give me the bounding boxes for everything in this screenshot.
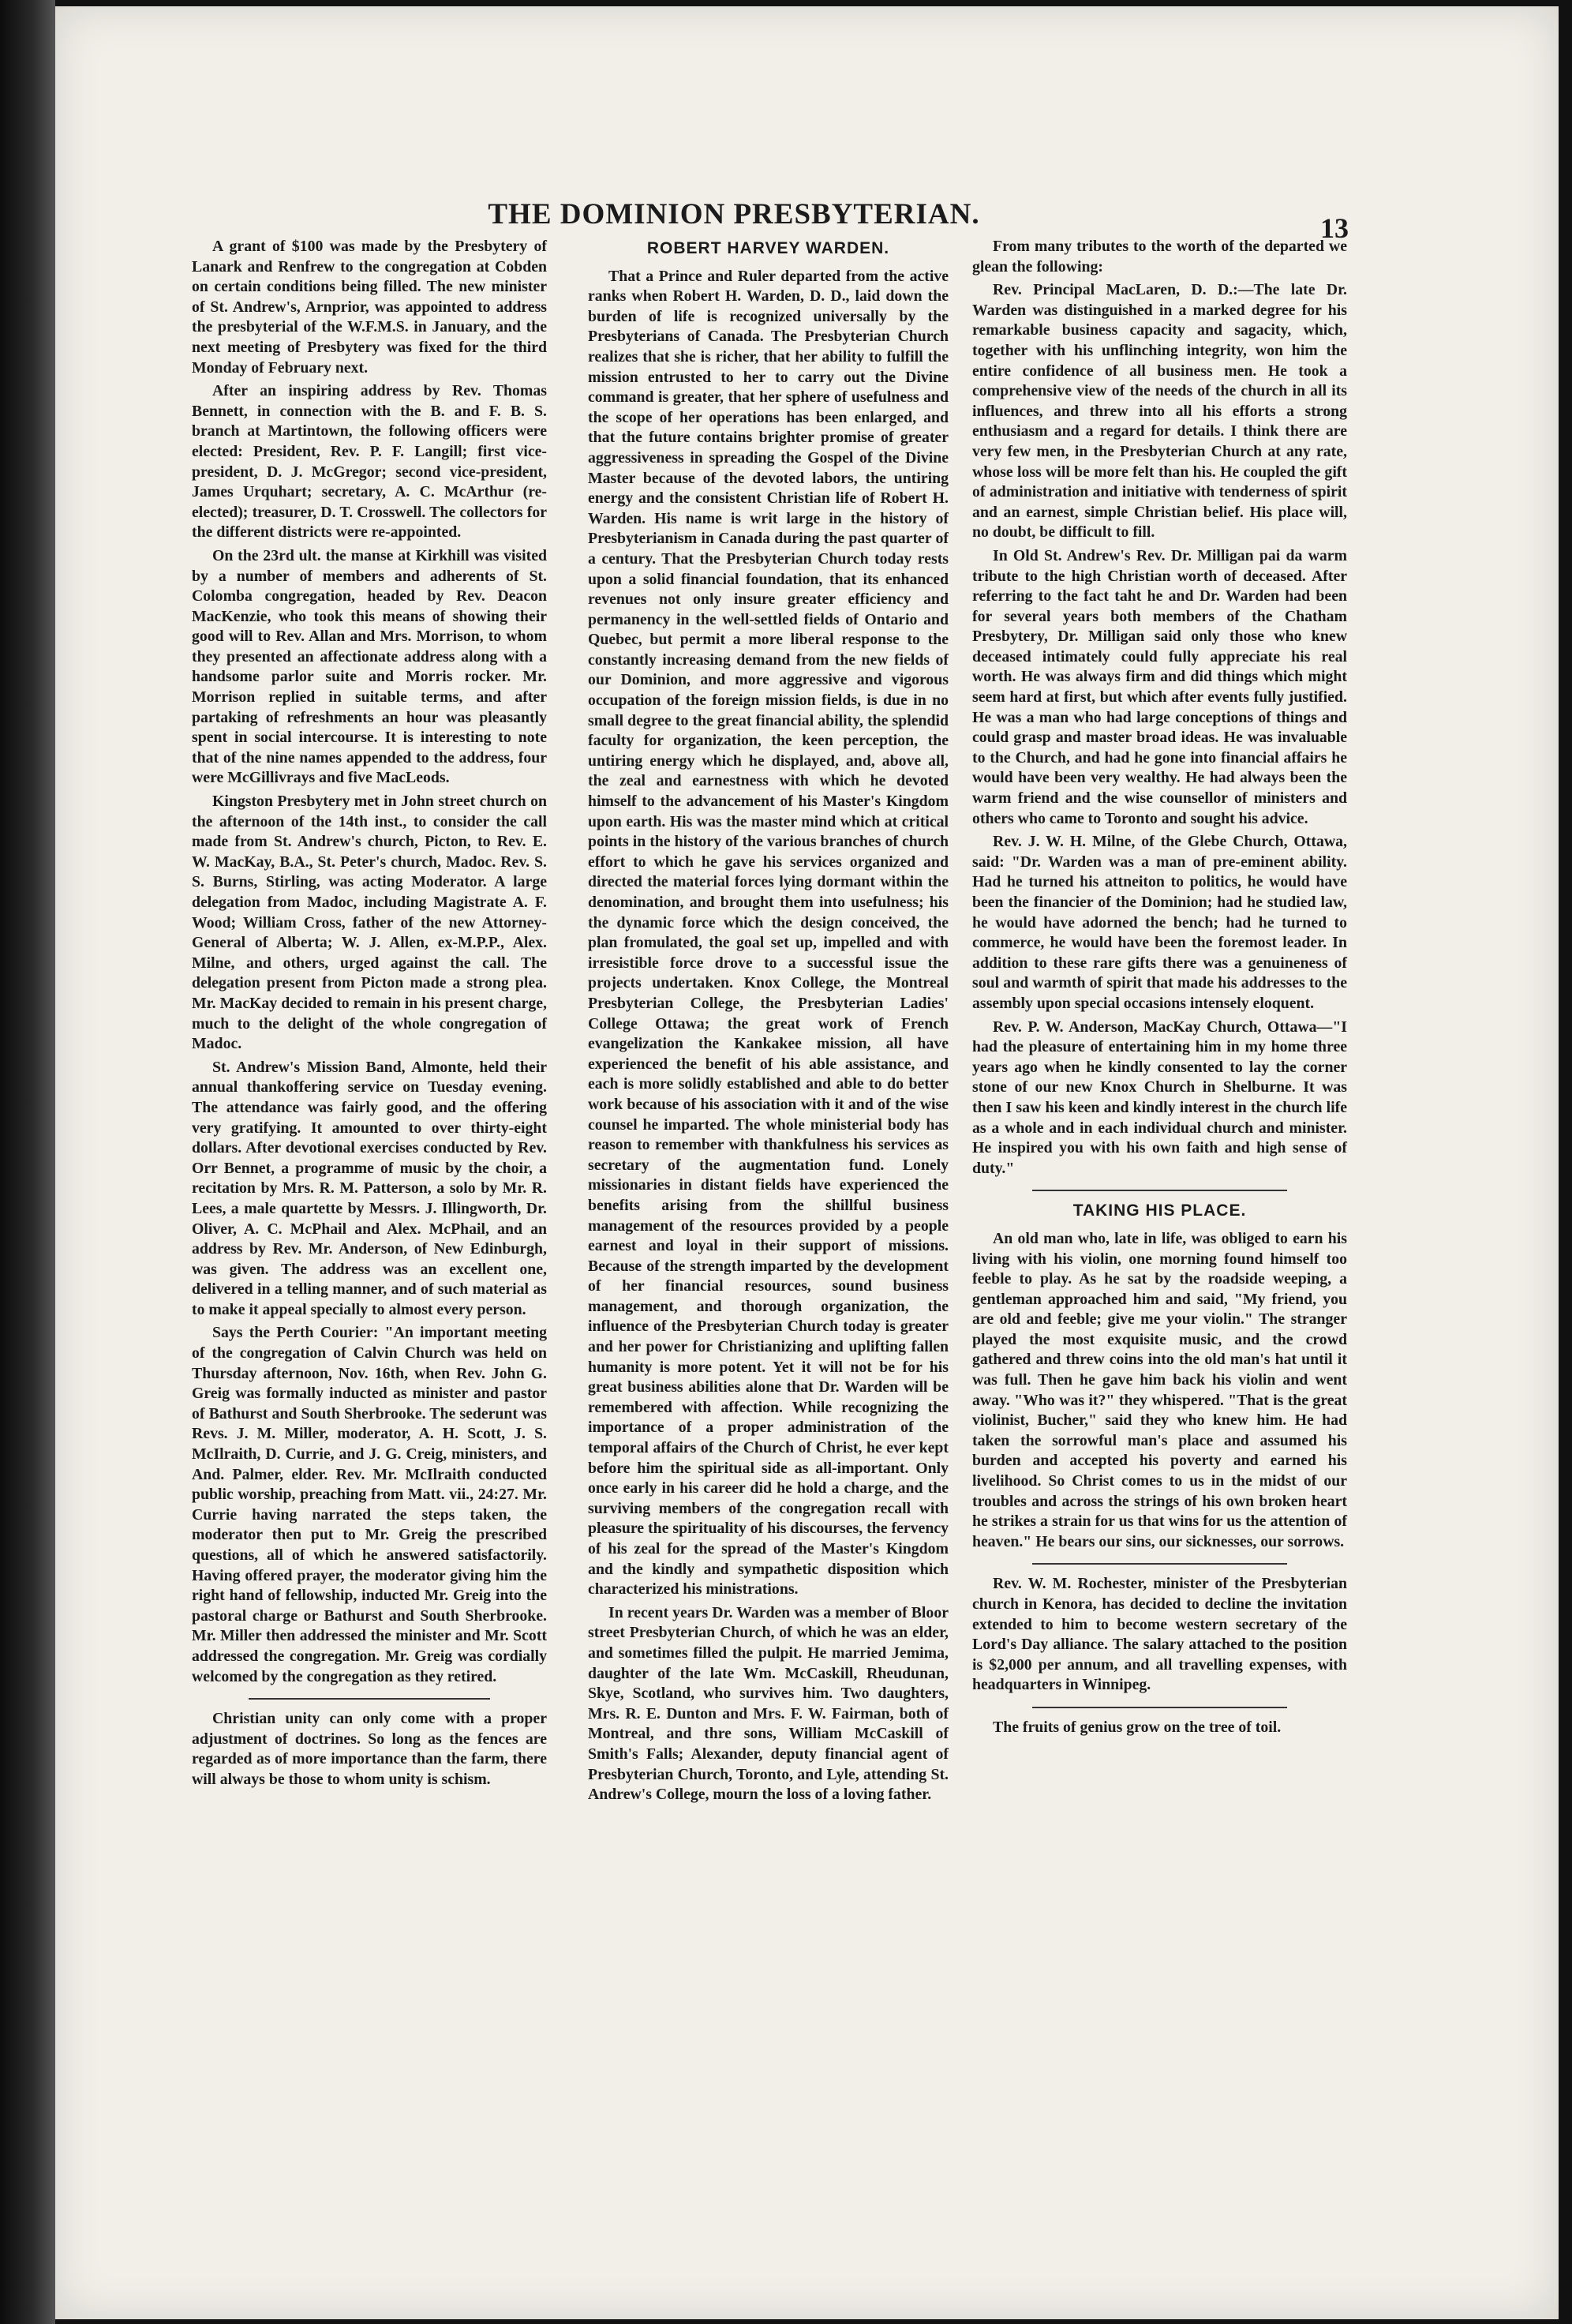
article-headline: ROBERT HARVEY WARDEN. <box>646 239 890 257</box>
divider-rule <box>249 1698 490 1700</box>
notice-paragraph: Rev. W. M. Rochester, minister of the Presbyterian church in Kenora, has decided to decline the invitation extended to him to become western secretary of the Lord's Day alliance. The salary attached to the position is $2,000 per annum, and all travelling expenses, with headquarters in Winnipeg. <box>972 1575 1347 1694</box>
masthead-title: THE DOMINION PRESBYTERIAN. <box>488 198 980 231</box>
binding-edge-shadow <box>0 0 55 2324</box>
article-paragraph: A grant of $100 was made by the Presbytery of Lanark and Renfrew to the congregation at Cobden on certain conditions being filled. The new minister of St. Andrew's, Arnprior, was appointed to address the presbyterial of the W.F.M.S. in January, and the next meeting of Presbytery was fixed for the third Monday of February next. <box>192 238 547 377</box>
closing-paragraph: Christian unity can only come with a proper adjustment of doctrines. So long as the fences are regarded as of more importance than the farm, there will always be those to whom unity is schism. <box>192 1710 547 1788</box>
closing-paragraph: The fruits of genius grow on the tree of toil. <box>993 1718 1282 1736</box>
article-headline: TAKING HIS PLACE. <box>1072 1201 1247 1220</box>
divider-rule <box>1032 1707 1287 1708</box>
article-paragraph: Rev. P. W. Anderson, MacKay Church, Ottawa—"I had the pleasure of entertaining him in my home three years ago when he kindly consented to lay the corner stone of our new Knox Church in Shelburne. It was then I saw his keen and kindly interest in the church life as a whole and in each individual church and minister. He inspired you with his own faith and high sense of duty." <box>972 1018 1347 1177</box>
article-paragraph: That a Prince and Ruler departed from the active ranks when Robert H. Warden, D. D., laid down the burden of life is recognized universally by the Presbyterians of Canada. The Presbyterian Church realizes that she is richer, that her ability to fulfill the mission entrusted to her to carry out the Divine command is greater, that her sphere of usefulness and the scope of her operations has been enlarged, and that the future contains brighter promise of greater aggressiveness in spreading the Gospel of the Divine Master because of the devoted labors, the untiring energy and the consistent Christian life of Robert H. Warden. His name is writ large in the history of Presbyterianism in Canada during the past quarter of a century. That the Presbyterian Church today rests upon a solid financial foundation, that its enhanced revenues not only insure greater efficiency and permanency in the well-settled fields of Ontario and Quebec, but permit a more liberal response to the constantly increasing demand from the new fields of our Dominion, and more aggressive and vigorous occupation of the foreign mission fields, is due in no small degree to the great financial ability, the splendid faculty for organization, the keen perception, the untiring energy which he displayed, and, above all, the zeal and earnestness with which he devoted himself to the advancement of his Master's Kingdom upon earth. His was the master mind which at critical points in the history of the various branches of church effort to which he gave his services organized and directed the material forces lying dormant within the denomination, and brought them into usefulness; his the dynamic force which the design conceived, the plan fromulated, the goal set up, impelled and with irresistible force drove to a successful issue the projects undertaken. Knox College, the Montreal Presbyterian College, the Presbyterian Ladies' College Ottawa; the great work of French evangelization the Kankakee mission, all have experienced the benefit of his able assistance, and each is more solidly established and able to do better work because of his association with it and of the wise counsel he imparted. The whole ministerial body has reason to remember with thankfulness his services as secretary of the augmentation fund. Lonely missionaries in distant fields have experienced the benefits arising from the shillful business management of the resources provided by a people earnest and loyal in their support of missions. Because of the strength imparted by the development of her financial resources, sound business management, and thorough organization, the influence of the Presbyterian Church today is greater and her power for Christianizing and uplifting fallen humanity is more potent. Yet it will not be for his great business abilities alone that Dr. Warden will be remembered with affection. While recognizing the importance of a proper administration of the temporal affairs of the Church of Christ, he ever kept before him the spiritual side as all-important. Only once early in his career did he hold a charge, and the surviving members of the congregation recall with pleasure the spirituality of his discourses, the fervency of his zeal for the spread of the Master's Kingdom and the kindly and sympathetic disposition which characterized his ministrations. <box>588 267 949 1599</box>
article-paragraph: Kingston Presbytery met in John street church on the afternoon of the 14th inst., to consider the call made from St. Andrew's church, Picton, to Rev. E. W. MacKay, B.A., St. Peter's church, Madoc. Rev. S. S. Burns, Stirling, was acting Moderator. A large delegation from Madoc, including Magistrate A. F. Wood; William Cross, father of the new Attorney-General of Alberta; W. J. Allen, ex-M.P.P., Alex. Milne, and others, urged against the call. The delegation present from Picton made a strong plea. Mr. MacKay decided to remain in his present charge, much to the delight of the whole congregation of Madoc. <box>192 793 547 1053</box>
divider-rule <box>1032 1190 1287 1191</box>
page-number: 13 <box>1320 212 1349 244</box>
article-paragraph: On the 23rd ult. the manse at Kirkhill was visited by a number of members and adherents of St. Colomba congregation, headed by Rev. Deacon MacKenzie, who took this means of showing their good will to Rev. Allan and Mrs. Morrison, to whom they presented an affectionate address along with a handsome parlor suite and Morris rocker. Mr. Morrison replied in suitable terms, and after partaking of refreshments an hour was pleasantly spent in social intercourse. It is interesting to note that of the nine names appended to the address, four were McGillivrays and five MacLeods. <box>192 546 547 787</box>
story-paragraph: An old man who, late in life, was obliged to earn his living with his violin, one morning found himself too feeble to play. As he sat by the roadside weeping, a gentleman approached him and said, "My friend, you are old and feeble; give me your violin." The stranger played the most exquisite music, and the crowd gathered and threw coins into the old man's hat until it was full. Then he gave him back his violin and went away. "Who was it?" they whispered. "That is the great violinist, Bucher," said they who knew him. He had taken the sorrowful man's place and assumed his burden and accepted his poverty and earned his livelihood. So Christ comes to us in the midst of our troubles and across the strings of his own broken heart he strikes a strain for us that wins for us the attention of heaven." He bears our sins, our sicknesses, our sorrows. <box>972 1229 1347 1550</box>
article-paragraph: Says the Perth Courier: "An important meeting of the congregation of Calvin Church was held on Thursday afternoon, Nov. 16th, when Rev. John G. Greig was formally inducted as minister and pastor of Bathurst and South Sherbrooke. The sederunt was Revs. J. M. Miller, moderator, A. H. Scott, J. S. McIlraith, D. Currie, and J. G. Creig, ministers, and And. Palmer, elder. Rev. Mr. McIlraith conducted public worship, preaching from Matt. vii., 24:27. Mr. Currie having narrated the steps taken, the moderator then put to Mr. Greig the prescribed questions, all of which he answered satisfactorily. Having offered prayer, the moderator giving him the right hand of fellowship, inducted Mr. Greig into the pastoral charge or Bathurst and South Sherbrooke. Mr. Miller then addressed the minister and Mr. Scott addressed the congregation. Mr. Greig was cordially welcomed by the congregation as they retired. <box>192 1324 547 1685</box>
article-paragraph: In Old St. Andrew's Rev. Dr. Milligan pai da warm tribute to the high Christian worth of deceased. After referring to the fact taht he and Dr. Warden had been for several years both members of the Chatham Presbytery, Dr. Milligan said only those who knew deceased intimately could fully appreciate his real worth. He was always firm and did things which might seem hard at first, but which after events fully justified. He was a man who had large conceptions of things and could grasp and master broad ideas. He was invaluable to the Church, and had he gone into financial affairs he would have been very wealthy. He had always been the warm friend and the wise counsellor of ministers and others who came to Toronto and sought his advice. <box>972 546 1347 827</box>
article-paragraph: St. Andrew's Mission Band, Almonte, held their annual thankoffering service on Tuesday evening. The attendance was fairly good, and the offering very gratifying. It amounted to over thirty-eight dollars. After devotional exercises conducted by Rev. Orr Bennet, a programme of music by the choir, a recitation by Mrs. R. M. Patterson, a solo by Mr. R. Lees, a male quartette by Messrs. J. Illingworth, Dr. Oliver, A. C. McPhail and Alex. McPhail, and an address by Rev. Mr. Anderson, of New Edinburgh, was given. The address was an excellent one, delivered in a telling manner, and of such material as to make it appeal specially to almost every person. <box>192 1058 547 1318</box>
article-paragraph: Rev. J. W. H. Milne, of the Glebe Church, Ottawa, said: "Dr. Warden was a man of pre-eminent ability. Had he turned his attneiton to politics, he would have been the financier of the Dominion; had he studied law, he would have adorned the bench; had he turned to commerce, he would have been the foremost leader. In addition to these rare gifts there was a genuineness of soul and warmth of spirit that made his addresses to the assembly upon special occasions intensely eloquent. <box>972 833 1347 1012</box>
article-paragraph: From many tributes to the worth of the departed we glean the following: <box>972 238 1347 276</box>
page-header <box>95 197 1373 231</box>
article-paragraph: In recent years Dr. Warden was a member of Bloor street Presbyterian Church, of which he was an elder, and sometimes filled the pulpit. He married Jemima, daughter of the late Wm. McCaskill, Rheudunan, Skye, Scotland, who survives him. Two daughters, Mrs. R. E. Dunton and Mrs. F. W. Fairman, both of Montreal, and thre sons, William McCaskill of Smith's Falls; Alexander, deputy financial agent of Presbyterian Church, Toronto, and Lyle, attending St. Andrew's College, mourn the loss of a loving father. <box>588 1603 949 1804</box>
column-right <box>972 237 1347 1741</box>
divider-rule <box>1032 1563 1287 1565</box>
article-paragraph: Rev. Principal MacLaren, D. D.:—The late Dr. Warden was distinguished in a marked degree for his remarkable business capacity and sagacity, which, together with his unflinching integrity, won him the entire confidence of all business men. He took a comprehensive view of the needs of the church in all its influences, and threw into all his efforts a strong enthusiasm and a regard for details. I think there are very few men, in the Presbyterian Church at any rate, whose loss will be more felt than his. He coupled the gift of administration and initiative with tenderness of spirit and an earnest, simple Christian belief. His place will, no doubt, be difficult to fill. <box>972 281 1347 542</box>
column-middle <box>588 237 949 1809</box>
column-left <box>192 237 547 1794</box>
article-paragraph: After an inspiring address by Rev. Thomas Bennett, in connection with the B. and F. B. S. branch at Martintown, the following officers were elected: President, Rev. P. F. Langill; first vice-president, D. J. McGregor; second vice-president, James Urquhart; secretary, A. C. McArthur (re-elected); treasurer, D. T. Crosswell. The collectors for the different districts were re-appointed. <box>192 382 547 542</box>
